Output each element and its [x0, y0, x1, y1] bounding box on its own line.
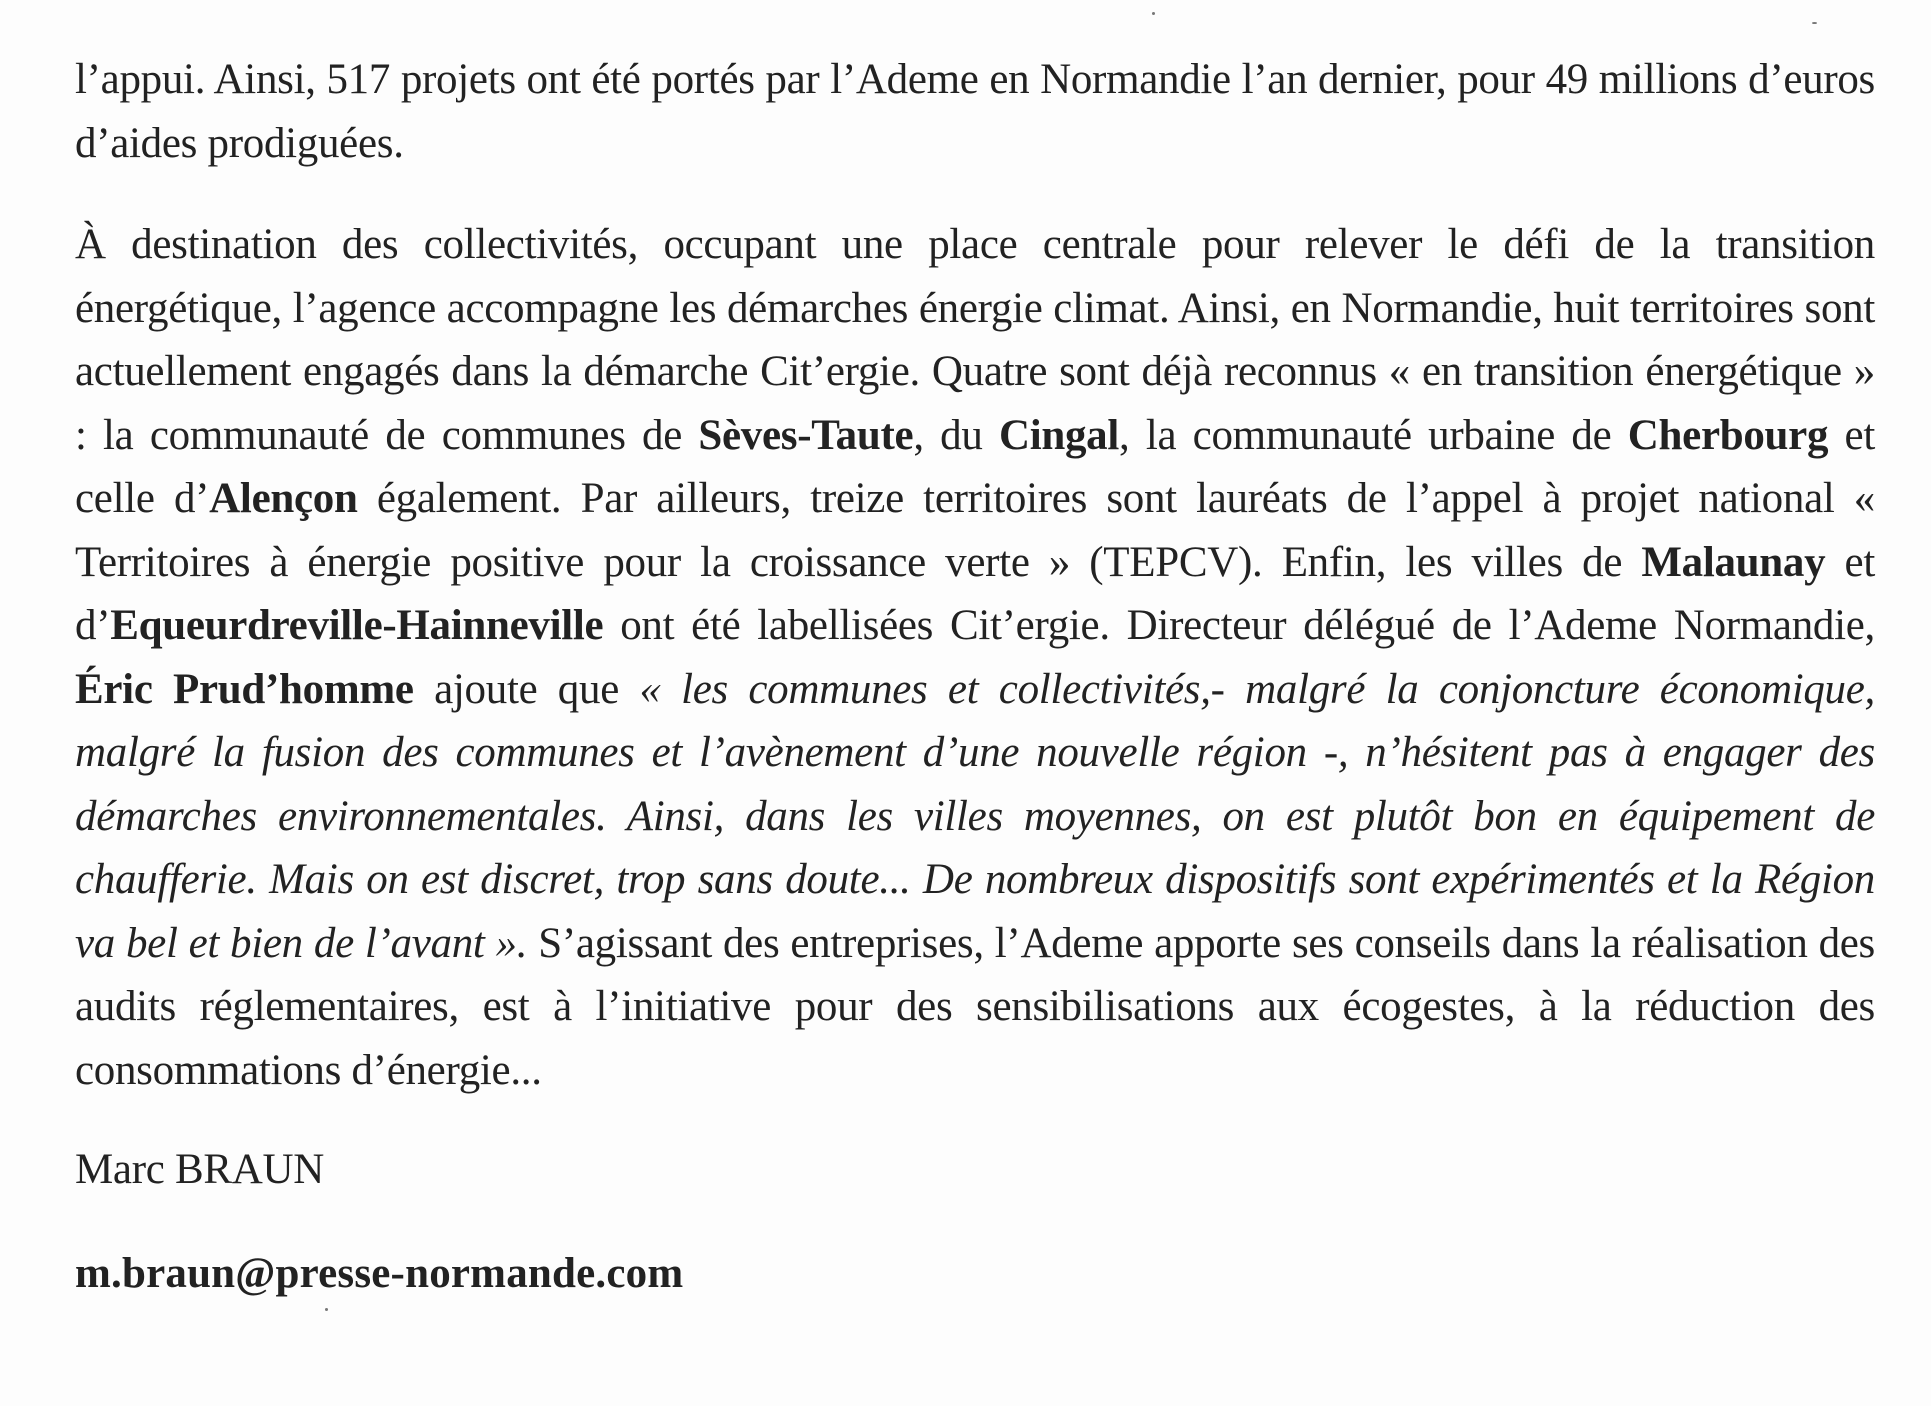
scan-speck	[1152, 12, 1155, 15]
scan-speck	[325, 1308, 328, 1311]
paragraph-1	[75, 48, 1875, 175]
scan-speck	[1812, 22, 1817, 24]
paragraph-1-text: l’appui. Ainsi, 517 projets ont été portés par l’Ademe en Normandie l’an dernier, pour 49 millions d’euros d’aides prodiguées.	[75, 56, 1875, 167]
bold-place-cingal: Cingal	[998, 411, 1120, 459]
author-signature: Marc BRAUN	[75, 1146, 324, 1193]
paragraph-2-text-5: également. Par ailleurs, treize territoires sont lauréats de l’appel à projet national « Territoires à énergie positive pour la croissance verte » (TEPCV). Enfin, les villes de	[75, 475, 1876, 586]
paragraph-2-text-2: , du	[913, 411, 999, 459]
paragraph-2-text-7: ont été labellisées Cit’ergie. Directeur délégué de l’Ademe Normandie,	[603, 602, 1875, 649]
paragraph-2-text-6: et d’	[75, 538, 1875, 649]
paragraph-2-text-1: À destination des collectivités, occupant une place centrale pour relever le défi de la transition énergétique, l’agence accompagne les démarches énergie climat. Ainsi, en Normandie, huit territoires sont actuellement engagés dans la démarche Cit’ergie. Quatre sont déjà reconnus « en transition énergétique » : la communauté de communes de	[75, 221, 1875, 459]
article-body	[75, 48, 1875, 1305]
bold-place-seves-taute: Sèves-Taute	[698, 411, 914, 459]
italic-quote: « les communes et collectivités,- malgré la conjoncture économique, malgré la fusion des communes et l’avènement d’une nouvelle région -, n’hésitent pas à engager des démarches environnementales. Ainsi, dans les villes moyennes, on est plutôt bon en équipement de chaufferie. Mais on est discret, trop sans doute... De nombreux dispositifs sont expérimentés et la Région va bel et bien de l’avant ».	[75, 665, 1875, 967]
bold-place-malaunay: Malaunay	[1641, 538, 1826, 586]
paragraph-2-text-4: et celle d’	[75, 411, 1875, 522]
paragraph-2	[75, 213, 1875, 1102]
paragraph-2-text-9: S’agissant des entreprises, l’Ademe apporte ses conseils dans la réalisation des audits réglementaires, est à l’initiative pour des sensibilisations aux écogestes, à la réduction des consommations d’énergie...	[75, 919, 1875, 1094]
bold-person-name: Éric Prud’homme	[75, 665, 414, 713]
bold-place-alencon: Alençon	[209, 475, 358, 522]
paragraph-2-text-3: , la communauté urbaine de	[1119, 411, 1628, 459]
bold-place-cherbourg: Cherbourg	[1627, 411, 1829, 459]
author-email: m.braun@presse-normande.com	[75, 1249, 684, 1297]
bold-place-equeurdreville: Equeurdreville-Hainneville	[110, 602, 604, 649]
paragraph-2-text-8: ajoute que	[413, 665, 640, 713]
